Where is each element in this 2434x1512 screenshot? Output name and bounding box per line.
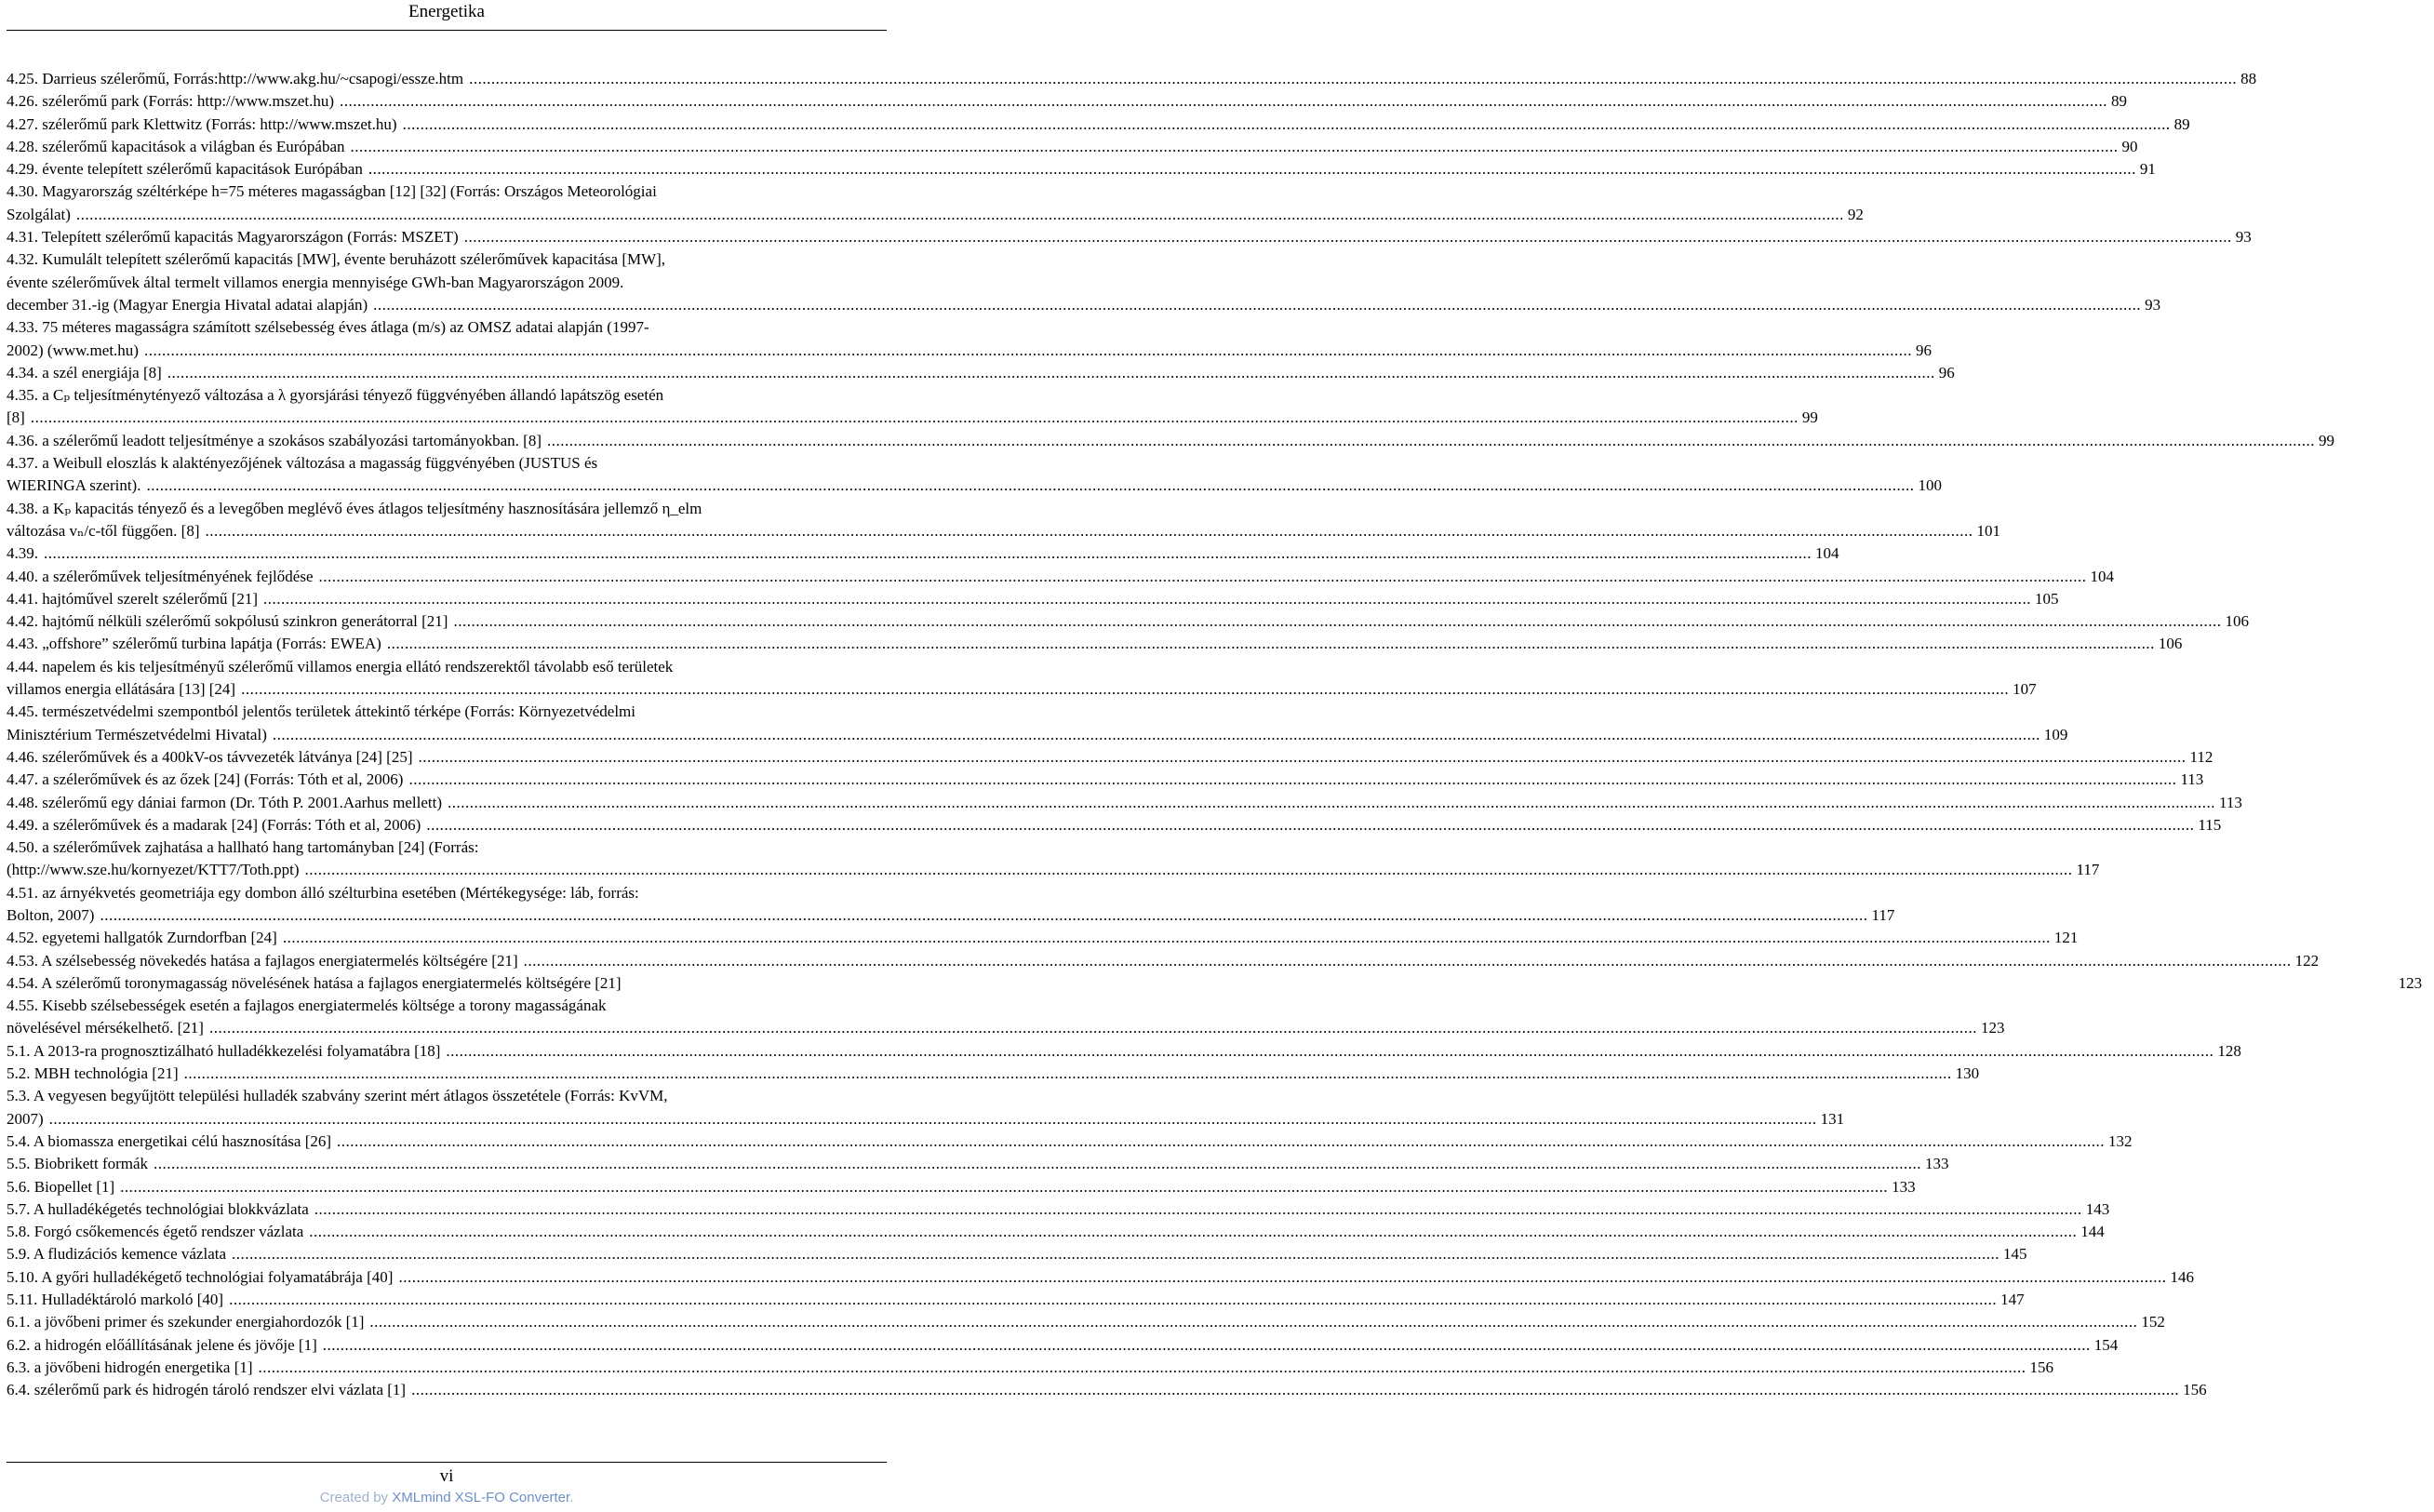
toc-page-number: 156 bbox=[2183, 1381, 2207, 1399]
dot-leader: ................................................................................................................................................................................................................................................................................................................................................................................................................ bbox=[369, 1313, 2138, 1331]
toc-page-number: 89 bbox=[2173, 114, 2190, 133]
dot-leader: ................................................................................................................................................................................................................................................................................................................................................................................................................ bbox=[154, 1155, 1922, 1173]
toc-entry-line: 5.3. A vegyesen begyűjtött települési hulladék szabvány szerint mért átlagos összetétele (Forrás: KvVM, bbox=[7, 1087, 668, 1105]
toc-entry[interactable] bbox=[7, 1289, 2025, 1311]
toc-page-number: 146 bbox=[2170, 1267, 2194, 1286]
toc-entry[interactable] bbox=[7, 248, 2161, 316]
toc-page-number: 133 bbox=[1892, 1177, 1916, 1196]
toc-entry-line: 4.32. Kumulált telepített szélerőmű kapacitás [MW], évente beruházott szélerőművek kapacitása [MW], bbox=[7, 250, 666, 269]
toc-page-number: 112 bbox=[2189, 747, 2213, 766]
dot-leader: ................................................................................................................................................................................................................................................................................................................................................................................................................ bbox=[340, 92, 2108, 111]
dot-leader: ................................................................................................................................................................................................................................................................................................................................................................................................................ bbox=[205, 521, 1973, 540]
toc-entry-title: Bolton, 2007) bbox=[7, 905, 95, 924]
toc-entry[interactable] bbox=[7, 362, 1955, 384]
toc-entry[interactable] bbox=[7, 1153, 1949, 1175]
toc-page-number: 109 bbox=[2043, 725, 2068, 743]
toc-page-number: 96 bbox=[1915, 341, 1932, 359]
dot-leader: ................................................................................................................................................................................................................................................................................................................................................................................................................ bbox=[322, 1335, 2091, 1354]
toc-entry[interactable] bbox=[7, 1221, 2105, 1243]
toc-page-number: 93 bbox=[2145, 295, 2161, 314]
dot-leader: ................................................................................................................................................................................................................................................................................................................................................................................................................ bbox=[523, 951, 2292, 970]
toc-entry-title: 4.48. szélerőmű egy dániai farmon (Dr. Tóth P. 2001.Aarhus mellett) bbox=[7, 793, 443, 811]
page-number: vi bbox=[439, 1466, 454, 1486]
toc-page-number: 144 bbox=[2080, 1223, 2105, 1241]
toc-entry[interactable] bbox=[7, 1131, 2133, 1153]
toc-entry-title: 4.41. hajtóművel szerelt szélerőmű [21] bbox=[7, 589, 259, 608]
dot-leader: ................................................................................................................................................................................................................................................................................................................................................................................................................ bbox=[30, 408, 1799, 427]
toc-entry[interactable] bbox=[7, 882, 1895, 928]
toc-entry[interactable] bbox=[7, 792, 2242, 814]
toc-entry[interactable] bbox=[7, 610, 2249, 633]
toc-page-number: 123 bbox=[2398, 973, 2423, 992]
dot-leader: ................................................................................................................................................................................................................................................................................................................................................................................................................ bbox=[232, 1245, 2000, 1264]
dot-leader: ................................................................................................................................................................................................................................................................................................................................................................................................................ bbox=[183, 1064, 1952, 1083]
toc-entry[interactable] bbox=[7, 769, 2204, 791]
toc-entry-title: [8] bbox=[7, 408, 25, 427]
toc-page-number: 88 bbox=[2240, 70, 2257, 87]
toc-page-number: 100 bbox=[1918, 476, 1942, 495]
toc-entry[interactable] bbox=[7, 814, 2222, 836]
toc-entry[interactable] bbox=[7, 927, 2079, 949]
toc-page-number: 145 bbox=[2003, 1245, 2027, 1264]
toc-page-number: 133 bbox=[1925, 1155, 1949, 1173]
dot-leader: ................................................................................................................................................................................................................................................................................................................................................................................................................ bbox=[408, 770, 2177, 789]
toc-entry-title: 5.7. A hulladékégetés technológiai blokkvázlata bbox=[7, 1199, 309, 1218]
dot-leader: ................................................................................................................................................................................................................................................................................................................................................................................................................ bbox=[318, 567, 2087, 585]
toc-page-number: 122 bbox=[2294, 951, 2320, 970]
toc-entry[interactable] bbox=[7, 972, 2423, 995]
toc-page-number: 128 bbox=[2217, 1041, 2241, 1060]
toc-entry-title: változása vₙ/c-től függően. [8] bbox=[7, 521, 200, 540]
toc-page-number: 104 bbox=[2090, 567, 2114, 585]
dot-leader: ................................................................................................................................................................................................................................................................................................................................................................................................................ bbox=[446, 1041, 2214, 1060]
toc-entry[interactable] bbox=[7, 1334, 2119, 1357]
toc-entry-line: 4.30. Magyarország széltérképe h=75 méteres magasságban [12] [32] (Forrás: Országos Meteorológiai bbox=[7, 182, 657, 201]
toc-entry-title: 5.10. A győri hulladékégető technológiai folyamatábrája [40] bbox=[7, 1267, 394, 1286]
toc-entry-title: 4.46. szélerőművek és a 400kV-os távvezeték látványa [24] [25] bbox=[7, 747, 413, 766]
dot-leader: ................................................................................................................................................................................................................................................................................................................................................................................................................ bbox=[100, 905, 1868, 924]
toc-entry-title: 5.5. Biobrikett formák bbox=[7, 1155, 149, 1173]
toc-page-number: 147 bbox=[2000, 1291, 2025, 1309]
toc-page-number: 132 bbox=[2108, 1131, 2133, 1150]
dot-leader: ................................................................................................................................................................................................................................................................................................................................................................................................................ bbox=[309, 1223, 2078, 1241]
credit-prefix: Created by bbox=[319, 1490, 393, 1505]
dot-leader: ................................................................................................................................................................................................................................................................................................................................................................................................................ bbox=[48, 1109, 1817, 1128]
toc-entry[interactable] bbox=[7, 1357, 2054, 1379]
toc-entry-line: 4.55. Kisebb szélsebességek esetén a fajlagos energiatermelés költsége a torony magasságának bbox=[7, 997, 607, 1015]
toc-page-number: 152 bbox=[2141, 1313, 2165, 1331]
toc-entry[interactable] bbox=[7, 1243, 2027, 1265]
dot-leader: ................................................................................................................................................................................................................................................................................................................................................................................................................ bbox=[411, 1381, 2180, 1399]
toc-page-number: 90 bbox=[2121, 137, 2138, 155]
footer-rule bbox=[7, 1462, 887, 1463]
toc-entry-title: 5.1. A 2013-ra prognosztizálható hulladékkezelési folyamatábra [18] bbox=[7, 1041, 441, 1060]
toc-entry-line: 4.35. a Cₚ teljesítménytényező változása a λ gyorsjárási tényező függvényében állandó lapátszög esetén bbox=[7, 386, 664, 405]
toc-entry-title: 5.4. A biomassza energetikai célú hasznosítása [26] bbox=[7, 1131, 332, 1150]
toc-page-number: 130 bbox=[1955, 1064, 1980, 1083]
toc-page-number: 99 bbox=[2318, 431, 2334, 449]
toc-entry[interactable] bbox=[7, 746, 2213, 769]
toc-page-number: 154 bbox=[2093, 1335, 2119, 1354]
toc-entry[interactable] bbox=[7, 181, 1864, 226]
toc-entry-line: 4.33. 75 méteres magasságra számított szélsebesség éves átlaga (m/s) az OMSZ adatai alapján (1997- bbox=[7, 318, 649, 337]
toc-entry-title: 4.28. szélerőmű kapacitások a világban és Európában bbox=[7, 137, 345, 155]
toc-entry-title: 4.36. a szélerőmű leadott teljesítménye a szokásos szabályozási tartományokban. [8] bbox=[7, 431, 542, 449]
dot-leader: ................................................................................................................................................................................................................................................................................................................................................................................................................ bbox=[208, 1019, 1977, 1037]
toc-entry-line: 4.51. az árnyékvetés geometriája egy dombon álló szélturbina esetében (Mértékegysége: láb, forrás: bbox=[7, 883, 639, 902]
toc-entry-title: 2002) (www.met.hu) bbox=[7, 341, 139, 359]
toc-entry-line: 4.45. természetvédelmi szempontból jelentős területek áttekintő térképe (Forrás: Környezetvédelmi bbox=[7, 702, 635, 721]
running-header: Energetika bbox=[408, 2, 485, 21]
toc-entry-title: WIERINGA szerint). bbox=[7, 476, 141, 495]
toc-entry[interactable] bbox=[7, 430, 2334, 452]
toc-entry-title: 5.8. Forgó csőkemencés égető rendszer vázlata bbox=[7, 1223, 304, 1241]
dot-leader: ................................................................................................................................................................................................................................................................................................................................................................................................................ bbox=[241, 680, 2010, 699]
toc-entry[interactable] bbox=[7, 1198, 2110, 1221]
toc-entry-title: 4.29. évente telepített szélerőmű kapacitások Európában bbox=[7, 160, 363, 179]
dot-leader: ................................................................................................................................................................................................................................................................................................................................................................................................................ bbox=[44, 544, 1812, 563]
toc-entry[interactable] bbox=[7, 1063, 1980, 1085]
toc-entry[interactable] bbox=[7, 452, 1942, 498]
toc-page-number: 107 bbox=[2013, 680, 2037, 699]
toc-page-number: 156 bbox=[2029, 1358, 2054, 1376]
dot-leader: ................................................................................................................................................................................................................................................................................................................................................................................................................ bbox=[426, 815, 2195, 834]
toc-entry-title: 5.11. Hulladéktároló markoló [40] bbox=[7, 1291, 224, 1309]
toc-entry[interactable] bbox=[7, 542, 1839, 565]
dot-leader: ................................................................................................................................................................................................................................................................................................................................................................................................................ bbox=[453, 612, 2222, 631]
toc-entry[interactable] bbox=[7, 90, 2128, 113]
toc-page-number: 123 bbox=[1980, 1019, 2005, 1037]
dot-leader: ................................................................................................................................................................................................................................................................................................................................................................................................................ bbox=[546, 431, 2315, 449]
toc-entry[interactable] bbox=[7, 1379, 2207, 1401]
toc-entry[interactable] bbox=[7, 588, 2059, 610]
dot-leader: ................................................................................................................................................................................................................................................................................................................................................................................................................ bbox=[337, 1131, 2106, 1150]
dot-leader: ................................................................................................................................................................................................................................................................................................................................................................................................................ bbox=[258, 1358, 2026, 1376]
toc-entry-line: 4.37. a Weibull eloszlás k alaktényezőjének változása a magasság függvényében (JUSTUS és bbox=[7, 454, 598, 473]
toc-entry-line: 4.44. napelem és kis teljesítményű szélerőmű villamos energia ellátó rendszerektől távolabb eső területek bbox=[7, 657, 674, 676]
toc-entry-title: 4.47. a szélerőművek és az őzek [24] (Forrás: Tóth et al, 2006) bbox=[7, 770, 404, 789]
toc-entry-title: villamos energia ellátására [13] [24] bbox=[7, 680, 236, 699]
toc-entry[interactable] bbox=[7, 701, 2068, 746]
toc-entry[interactable] bbox=[7, 950, 2320, 972]
dot-leader: ................................................................................................................................................................................................................................................................................................................................................................................................................ bbox=[368, 160, 2136, 179]
dot-leader: ................................................................................................................................................................................................................................................................................................................................................................................................................ bbox=[398, 1267, 2167, 1286]
toc-entry[interactable] bbox=[7, 1266, 2194, 1289]
toc-entry-title: növelésével mérsékelhető. [21] bbox=[7, 1019, 204, 1037]
toc-entry-title: 6.1. a jövőbeni primer és szekunder energiahordozók [1] bbox=[7, 1313, 365, 1331]
toc-entry[interactable] bbox=[7, 316, 1932, 362]
toc-entry-line: évente szélerőművek által termelt villamos energia mennyisége GWh-ban Magyarországon 2009. bbox=[7, 273, 624, 291]
toc-entry-title: 4.42. hajtómű nélküli szélerőmű sokpólusú szinkron generátorral [21] bbox=[7, 612, 448, 631]
toc-entry-title: 4.26. szélerőmű park (Forrás: http://www.mszet.hu) bbox=[7, 92, 335, 111]
toc-entry[interactable] bbox=[7, 1085, 1845, 1131]
dot-leader: ................................................................................................................................................................................................................................................................................................................................................................................................................ bbox=[229, 1291, 1998, 1309]
toc-entry-title: 4.40. a szélerőművek teljesítményének fejlődése bbox=[7, 567, 314, 585]
toc-page-number: 113 bbox=[2219, 793, 2242, 811]
dot-leader: ................................................................................................................................................................................................................................................................................................................................................................................................................ bbox=[418, 747, 2187, 766]
toc-entry-title: (http://www.sze.hu/kornyezet/KTT7/Toth.ppt) bbox=[7, 861, 300, 879]
toc-entry-title: 4.31. Telepített szélerőmű kapacitás Magyarországon (Forrás: MSZET) bbox=[7, 228, 459, 247]
dot-leader: ................................................................................................................................................................................................................................................................................................................................................................................................................ bbox=[350, 137, 2119, 155]
toc-entry-title: 6.4. szélerőmű park és hidrogén tároló rendszer elvi vázlata [1] bbox=[7, 1381, 407, 1399]
toc-page-number: 91 bbox=[2139, 160, 2156, 179]
credit-suffix: . bbox=[569, 1490, 574, 1505]
toc-entry[interactable] bbox=[7, 633, 2183, 655]
toc-entry[interactable] bbox=[7, 498, 2001, 543]
dot-leader: ................................................................................................................................................................................................................................................................................................................................................................................................................ bbox=[469, 70, 2238, 87]
dot-leader: ................................................................................................................................................................................................................................................................................................................................................................................................................ bbox=[282, 929, 2051, 947]
toc-page-number: 99 bbox=[1801, 408, 1818, 427]
toc-page-number: 117 bbox=[1871, 905, 1895, 924]
toc-page-number: 131 bbox=[1820, 1109, 1845, 1128]
toc-entry-title: 4.53. A szélsebesség növekedés hatása a fajlagos energiatermelés költségére [21] bbox=[7, 951, 518, 970]
toc-entry[interactable] bbox=[7, 1176, 1916, 1198]
toc-page-number: 93 bbox=[2235, 228, 2252, 247]
toc-entry[interactable] bbox=[7, 158, 2156, 181]
toc-page-number: 117 bbox=[2076, 861, 2100, 879]
toc-entry-title: 4.54. A szélerőmű toronymagasság növelésének hatása a fajlagos energiatermelés költségére [21] bbox=[7, 973, 622, 992]
toc-page-number: 105 bbox=[2035, 589, 2059, 608]
toc-entry-title: 4.49. a szélerőművek és a madarak [24] (Forrás: Tóth et al, 2006) bbox=[7, 815, 421, 834]
toc-entry[interactable] bbox=[7, 1311, 2165, 1333]
toc-entry-title: 4.34. a szél energiája [8] bbox=[7, 363, 162, 381]
dot-leader: ................................................................................................................................................................................................................................................................................................................................................................................................................ bbox=[448, 793, 2216, 811]
dot-leader: ................................................................................................................................................................................................................................................................................................................................................................................................................ bbox=[167, 363, 1935, 381]
toc-entry[interactable] bbox=[7, 836, 2100, 882]
toc-page-number: 89 bbox=[2111, 92, 2128, 111]
toc-entry-title: 4.39. bbox=[7, 544, 38, 563]
toc-entry-title: 4.27. szélerőmű park Klettwitz (Forrás: http://www.mszet.hu) bbox=[7, 114, 397, 133]
toc-page-number: 106 bbox=[2158, 635, 2183, 653]
toc-page-number: 121 bbox=[2053, 929, 2079, 947]
toc-entry-title: 4.52. egyetemi hallgatók Zurndorfban [24] bbox=[7, 929, 277, 947]
toc-entry-title: Szolgálat) bbox=[7, 205, 71, 223]
toc-entry[interactable] bbox=[7, 136, 2138, 158]
toc-entry-title: 2007) bbox=[7, 1109, 44, 1128]
toc-page-number: 143 bbox=[2085, 1199, 2110, 1218]
dot-leader: ................................................................................................................................................................................................................................................................................................................................................................................................................ bbox=[146, 476, 1915, 495]
toc-entry[interactable] bbox=[7, 114, 2190, 136]
toc-page-number: 92 bbox=[1847, 205, 1864, 223]
toc-entry-title: december 31.-ig (Magyar Energia Hivatal adatai alapján) bbox=[7, 295, 368, 314]
toc-entry[interactable] bbox=[7, 1040, 2241, 1063]
toc-entry-title: 5.6. Biopellet [1] bbox=[7, 1177, 115, 1196]
toc-entry[interactable] bbox=[7, 995, 2005, 1040]
dot-leader: ................................................................................................................................................................................................................................................................................................................................................................................................................ bbox=[272, 725, 2040, 743]
header-rule bbox=[7, 30, 887, 31]
generator-credit bbox=[0, 1490, 893, 1505]
dot-leader: ................................................................................................................................................................................................................................................................................................................................................................................................................ bbox=[463, 228, 2232, 247]
toc-page-number: 115 bbox=[2198, 815, 2222, 834]
dot-leader: ................................................................................................................................................................................................................................................................................................................................................................................................................ bbox=[373, 295, 2142, 314]
toc-page-number: 113 bbox=[2180, 770, 2204, 789]
toc-entry[interactable] bbox=[7, 566, 2114, 588]
toc-page-number: 101 bbox=[1976, 521, 2001, 540]
dot-leader: ................................................................................................................................................................................................................................................................................................................................................................................................................ bbox=[263, 589, 2032, 608]
toc-entry[interactable] bbox=[7, 226, 2252, 248]
toc-entry-title: 4.43. „offshore” szélerőmű turbina lapátja (Forrás: EWEA) bbox=[7, 635, 381, 653]
dot-leader: ................................................................................................................................................................................................................................................................................................................................................................................................................ bbox=[386, 635, 2155, 653]
dot-leader: ................................................................................................................................................................................................................................................................................................................................................................................................................ bbox=[143, 341, 1912, 359]
dot-leader: ................................................................................................................................................................................................................................................................................................................................................................................................................ bbox=[402, 114, 2171, 133]
list-of-figures bbox=[7, 68, 2423, 1402]
toc-entry-title: 5.9. A fludizációs kemence vázlata bbox=[7, 1245, 227, 1264]
toc-entry-title: 4.25. Darrieus szélerőmű, Forrás:http://www.akg.hu/~csapogi/essze.htm bbox=[7, 70, 464, 87]
toc-entry-line: 4.50. a szélerőművek zajhatása a hallható hang tartományban [24] (Forrás: bbox=[7, 838, 479, 857]
toc-page-number: 106 bbox=[2225, 612, 2249, 631]
toc-page-number: 96 bbox=[1938, 363, 1955, 381]
dot-leader: ................................................................................................................................................................................................................................................................................................................................................................................................................ bbox=[304, 861, 2073, 879]
toc-entry[interactable] bbox=[7, 384, 1818, 430]
toc-entry-title: 5.2. MBH technológia [21] bbox=[7, 1064, 179, 1083]
toc-entry[interactable] bbox=[7, 656, 2037, 702]
dot-leader: ................................................................................................................................................................................................................................................................................................................................................................................................................ bbox=[314, 1199, 2082, 1218]
dot-leader: ................................................................................................................................................................................................................................................................................................................................................................................................................ bbox=[120, 1177, 1889, 1196]
toc-page-number: 104 bbox=[1815, 544, 1839, 563]
toc-entry-title: Minisztérium Természetvédelmi Hivatal) bbox=[7, 725, 267, 743]
toc-entry-line: 4.38. a Kₚ kapacitás tényező és a levegőben meglévő éves átlagos teljesítmény hasznosítására jellemző η_elm bbox=[7, 499, 702, 517]
toc-entry-title: 6.2. a hidrogén előállításának jelene és jövője [1] bbox=[7, 1335, 317, 1354]
toc-entry[interactable] bbox=[7, 68, 2257, 90]
dot-leader: ................................................................................................................................................................................................................................................................................................................................................................................................................ bbox=[75, 205, 1844, 223]
toc-entry-title: 6.3. a jövőbeni hidrogén energetika [1] bbox=[7, 1358, 253, 1376]
credit-brand-link[interactable]: XMLmind XSL-FO Converter bbox=[392, 1490, 570, 1505]
